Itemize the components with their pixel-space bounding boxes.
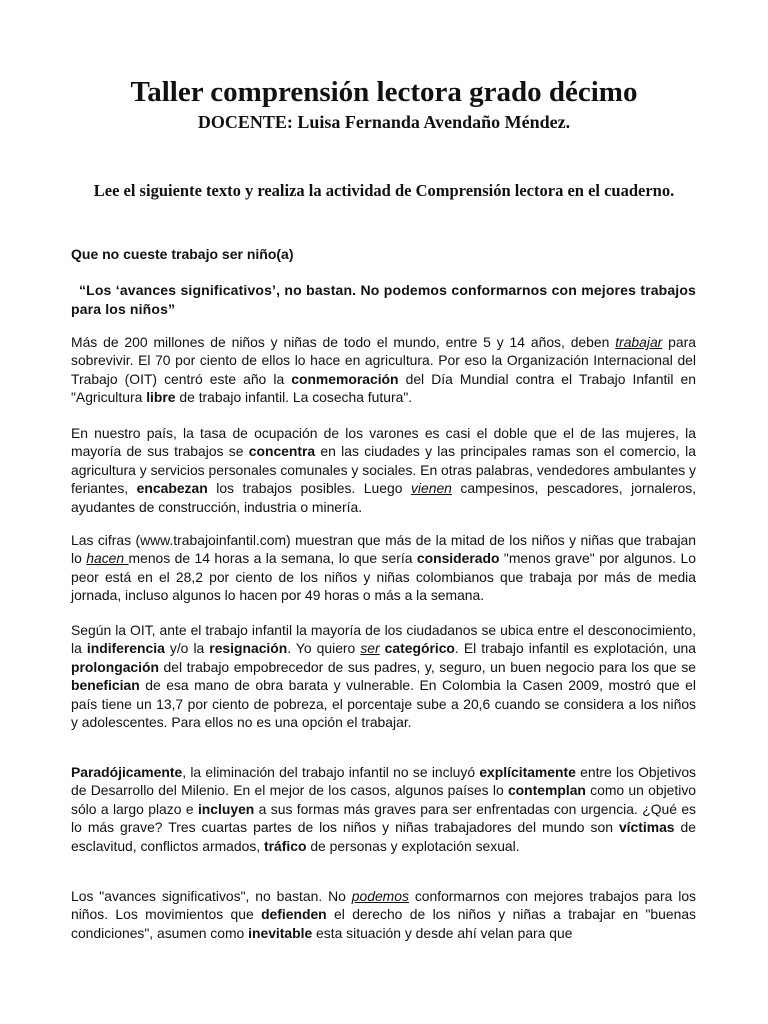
teacher-name: DOCENTE: Luisa Fernanda Avendaño Méndez. (197, 112, 571, 132)
bold-word: víctimas (618, 819, 675, 836)
bold-word: prolongación (71, 658, 159, 675)
bold-word: tráfico (264, 837, 307, 854)
text-run: menos de 14 horas a la semana, lo que sería (128, 550, 417, 567)
text-run: entre los Objetivos de Desarrollo del Milenio. En el mejor de los casos, algunos países lo (71, 764, 696, 799)
text-run: En nuestro país, la tasa de ocupación de los varones es casi el doble que el de las mujeres, la mayoría de sus trabajos se (71, 425, 696, 460)
bold-word: concentra (248, 443, 316, 460)
bold-word: libre (146, 389, 176, 406)
bold-word: encabezan (136, 480, 208, 497)
bold-word: conmemoración (291, 370, 399, 387)
text-run: . Yo quiero (287, 640, 361, 657)
bold-word: resignación (209, 640, 288, 657)
underlined-word: ser (360, 640, 380, 657)
paragraph-2 (71, 424, 696, 516)
text-run: . El trabajo infantil es explotación, una (454, 640, 696, 657)
text-run: campesinos, pescadores, jornaleros, ayudantes de construcción, industria o minería. (71, 480, 696, 515)
paragraph-4 (71, 621, 696, 731)
paragraph-3 (71, 531, 696, 605)
text-run: , la eliminación del trabajo infantil no se incluyó (182, 764, 480, 780)
bold-word: inevitable (248, 924, 313, 941)
text-run: del Día Mundial contra el Trabajo Infantil en "Agricultura (71, 370, 696, 406)
text-run: y/o la (164, 640, 210, 657)
text-run: conformarnos con mejores trabajos para los niños. Los movimientos que (71, 888, 697, 923)
document-title: Taller comprensión lectora grado décimo (130, 76, 638, 108)
article-title: Que no cueste trabajo ser niño(a) (71, 246, 294, 262)
bold-word: explícitamente (479, 764, 576, 780)
bold-word: considerado (416, 550, 500, 567)
bold-word: contemplan (507, 782, 586, 799)
text-run: el derecho de los niños y niñas a trabajar en "buenas condiciones", asumen como (71, 906, 696, 941)
text-run: en las ciudades y las principales ramas son el comercio, la agricultura y servicios personales comunales y sociales. En otras palabras, vendedores ambulantes y feriantes, (71, 443, 696, 497)
text-run: "menos grave" por algunos. Lo peor está en el 28,2 por ciento de los niños y niñas colombianos que trabaja por más de media jornada, incluso algunos lo hacen por 49 horas o más a la semana. (71, 550, 696, 604)
activity-instruction: Lee el siguiente texto y realiza la actividad de Comprensión lectora en el cuaderno. (93, 181, 675, 200)
paragraph-6 (71, 887, 696, 942)
text-run: a sus formas más graves para ser enfrentadas con urgencia. ¿Qué es lo más grave? Tres cuartas partes de los niños y niñas trabajadores del mundo son (71, 800, 697, 836)
text-run: como un objetivo sólo a largo plazo e (71, 782, 697, 817)
underlined-word: podemos (351, 888, 409, 904)
underlined-word: hacen (86, 550, 129, 567)
bold-word: Paradójicamente (71, 764, 183, 780)
bold-word: benefician (71, 677, 140, 694)
bold-word: incluyen (197, 800, 255, 817)
bold-word: categórico (384, 640, 455, 657)
text-run: Más de 200 millones de niños y niñas de todo el mundo, entre 5 y 14 años, deben (71, 334, 616, 350)
paragraph-5 (71, 763, 696, 855)
text-run: de esa mano de obra barata y vulnerable. En Colombia la Casen 2009, mostró que el país tiene un 13,7 por ciento de pobreza, el porcentaje sube a 20,6 cuando se considera a los niños y adolescentes. Para ellos no es una opción el trabajar. (71, 677, 696, 731)
bold-word: defienden (261, 906, 327, 923)
text-run: Las cifras (www.trabajoinfantil.com) muestran que más de la mitad de los niños y niñas que trabajan lo (71, 532, 696, 567)
bold-word: indiferencia (86, 640, 165, 657)
article-quote: “Los ‘avances significativos’, no bastan. No podemos conformarnos con mejores trabajos para los niños” (71, 282, 696, 317)
underlined-word: vienen (410, 480, 452, 497)
text-run: para sobrevivir. El 70 por ciento de ellos lo hace en agricultura. Por eso la Organización Internacional del Trabajo (OIT) centró este año la (71, 334, 696, 387)
text-run: de esclavitud, conflictos armados, (71, 819, 697, 854)
text-run: Los "avances significativos", no bastan. No (71, 888, 352, 904)
paragraph-1 (71, 333, 696, 407)
text-run: Según la OIT, ante el trabajo infantil la mayoría de los ciudadanos se ubica entre el desconocimiento, la (71, 622, 696, 657)
text-run: esta situación y desde ahí velan para que (312, 924, 573, 941)
text-run: de personas y explotación sexual. (306, 837, 520, 854)
underlined-word: trabajar (615, 334, 663, 350)
text-run: de trabajo infantil. La cosecha futura". (175, 389, 413, 406)
text-run: del trabajo empobrecedor de sus padres, y, seguro, un buen negocio para los que se (158, 658, 696, 675)
text-run: los trabajos posibles. Luego (207, 480, 411, 497)
